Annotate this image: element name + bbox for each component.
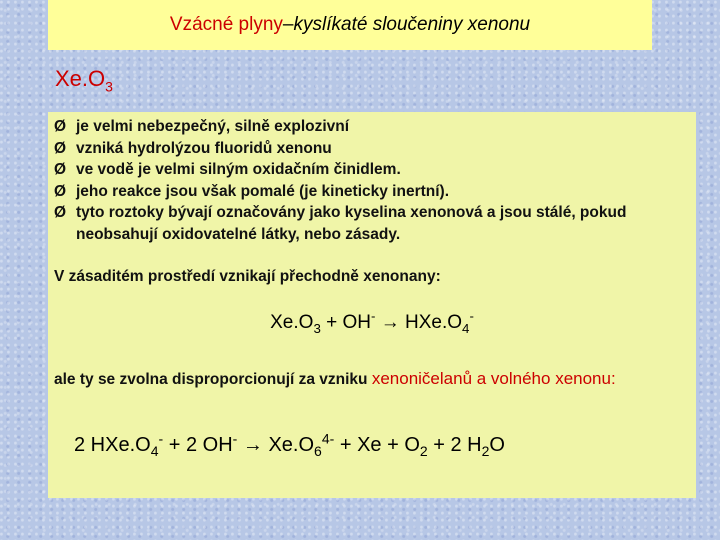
title-banner: [48, 0, 652, 50]
list-item: Ø tyto roztoky bývají označovány jako kyselina xenonová a jsou stálé, pokud neobsahují oxidovatelné látky, nebo zásady.: [54, 204, 627, 243]
arrow-bullet-icon: Ø: [54, 182, 67, 200]
content-panel: [48, 112, 696, 498]
arrow-bullet-icon: Ø: [54, 139, 67, 157]
arrow-bullet-icon: Ø: [54, 204, 67, 221]
disproportionation-note: ale ty se zvolna disproporcionují za vzniku xenoničelanů a volného xenonu:: [54, 369, 616, 388]
arrow-bullet-icon: Ø: [54, 161, 67, 178]
reaction-arrow-icon: →: [380, 312, 400, 333]
xeo3-heading: [55, 66, 113, 95]
heading-main: Xe.O: [55, 66, 106, 91]
title-dash: –: [282, 14, 294, 35]
heading-sub: 3: [105, 78, 113, 95]
title-part2: kyslíkaté sloučeniny xenonu: [293, 14, 531, 35]
list-item: Ø ve vodě je velmi silným oxidačním činidlem.: [54, 159, 684, 181]
property-list: [54, 116, 684, 245]
title-part1: Vzácné plyny: [169, 14, 283, 35]
list-item: Ø jeho reakce jsou však pomalé (je kineticky inertní).: [54, 181, 684, 203]
alkaline-note: V zásaditém prostředí vznikají přechodně xenonany:: [54, 268, 441, 285]
list-item: Ø je velmi nebezpečný, silně explozivní: [54, 116, 684, 138]
arrow-bullet-icon: Ø: [54, 118, 67, 135]
list-item: Ø vzniká hydrolýzou fluoridů xenonu: [54, 138, 684, 160]
equation-perxenate: 2 $HXe.O_4^- + 2$ $OH^- \to Xe.O_6^{4-} + Xe + O_2 + 2$ $H_2O$: [74, 430, 505, 459]
equation-xenonate: $Xe.O_3 + OH^- \to HXe.O_4^-$: [270, 308, 474, 336]
reaction-arrow-icon: →: [237, 434, 269, 456]
